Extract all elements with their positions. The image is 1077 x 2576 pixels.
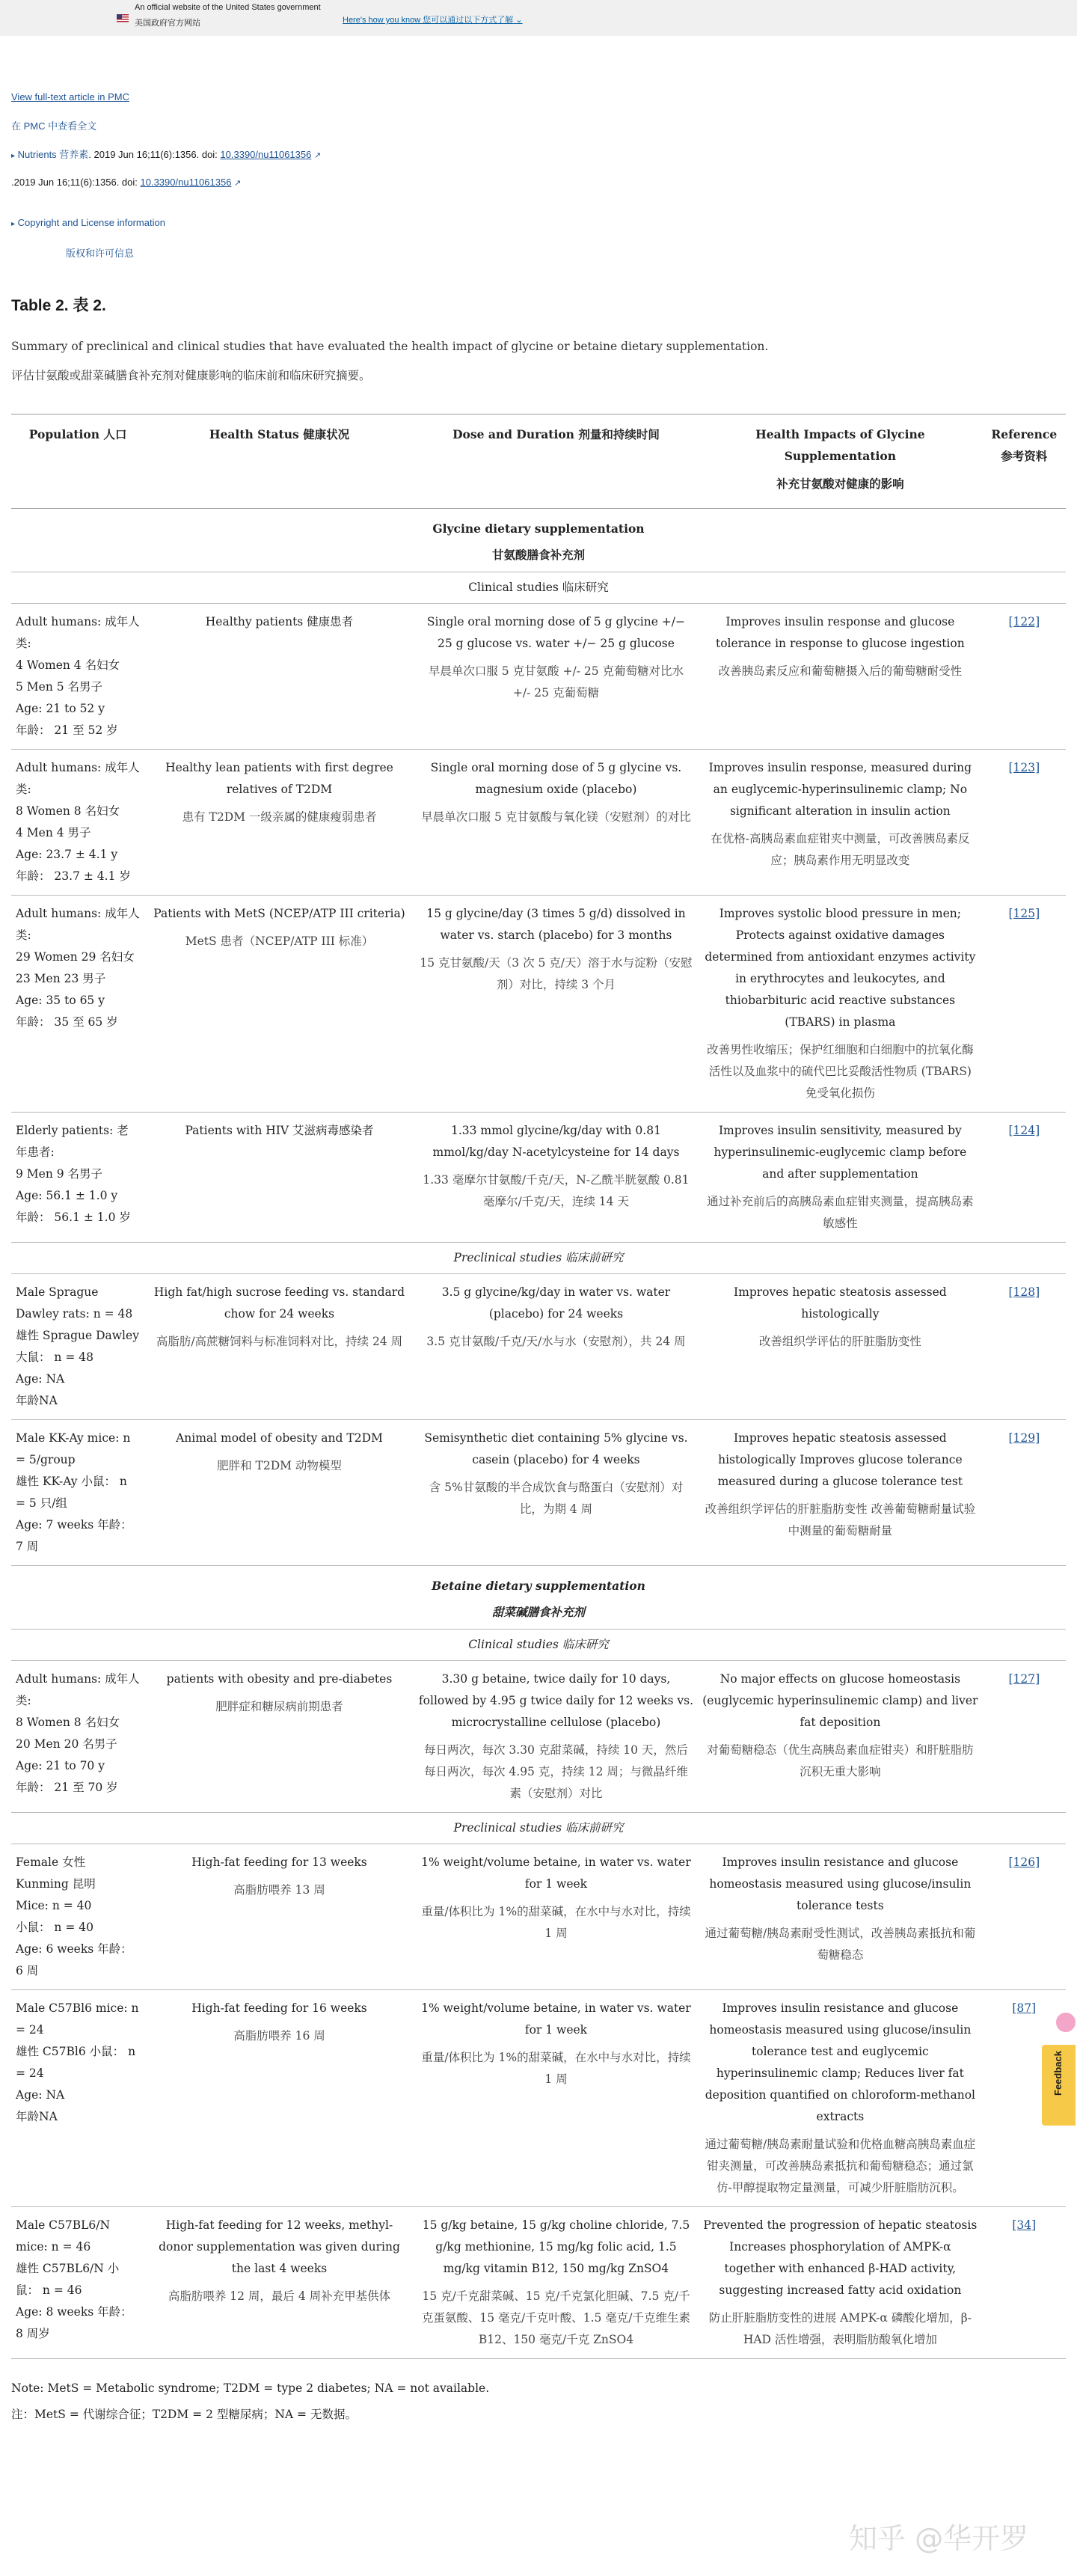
header-dose: Dose and Duration 剂量和持续时间 <box>414 414 698 509</box>
population-line: Male KK-Ay mice: n = 5/group <box>16 1431 131 1466</box>
population-line: 雄性 C57BL6/N 小鼠： n = 46 <box>16 2262 120 2297</box>
population-line: 29 Women 29 名妇女 <box>16 950 135 964</box>
header-health-impacts: Health Impacts of Glycine Supplementation 补充甘氨酸对健康的影响 <box>698 414 982 509</box>
population-line: Elderly patients: 老年患者: <box>16 1124 129 1159</box>
population-line: Age: NA <box>16 2088 65 2102</box>
preclinical-studies-label-row <box>11 1243 1066 1274</box>
official-site-text-zh: 美国政府官方网站 <box>135 19 200 28</box>
cell-dose: 1% weight/volume betaine, in water vs. water for 1 week 重量/体积比为 1%的甜菜碱，在水中与水对比，持续 1 周 <box>414 1844 698 1990</box>
population-line: 年龄NA <box>16 2110 58 2123</box>
table-row <box>11 750 1066 896</box>
cell-health-status: patients with obesity and pre-diabetes 肥胖症和糖尿病前期患者 <box>144 1661 414 1813</box>
preclinical-studies-label-row <box>11 1813 1066 1844</box>
table-row <box>11 2207 1066 2359</box>
studies-table <box>11 414 1066 2359</box>
population-line: Age: 7 weeks 年龄： 7 周 <box>16 1518 132 1553</box>
cell-dose: Semisynthetic diet containing 5% glycine vs. casein (placebo) for 4 weeks 含 5%甘氨酸的半合成饮食与酪蛋白（安慰剂）对比，为期 4 周 <box>414 1420 698 1566</box>
caret-right-icon: ▸ <box>11 220 16 228</box>
table-row <box>11 1420 1066 1566</box>
cell-reference <box>983 1844 1066 1990</box>
population-line: 年龄： 21 至 70 岁 <box>16 1781 118 1794</box>
reference-link[interactable]: [34] <box>1012 2218 1037 2232</box>
population-line: 年龄： 35 至 65 岁 <box>16 1015 118 1029</box>
cell-health-impact: No major effects on glucose homeostasis (euglycemic hyperinsulinemic clamp) and liver fat deposition 对葡萄糖稳态（优生高胰岛素血症钳夹）和肝脏脂肪沉积无重大影响 <box>698 1661 982 1813</box>
preclinical-studies-label: Preclinical studies 临床前研究 <box>11 1813 1066 1844</box>
cell-health-impact: Prevented the progression of hepatic steatosis Increases phosphorylation of AMPK-α together with enhanced β-HAD activity, suggesting increased fatty acid oxidation 防止肝脏脂肪变性的进展 AMPK-α 磷酸化增加，β-HAD 活性增强，表明脂肪酸氧化增加 <box>698 2207 982 2359</box>
population-line: 雄性 C57Bl6 小鼠： n = 24 <box>16 2045 136 2080</box>
cell-reference <box>983 1113 1066 1243</box>
cell-health-status: Patients with HIV 艾滋病毒感染者 <box>144 1113 414 1243</box>
cell-health-impact: Improves systolic blood pressure in men; Protects against oxidative damages determined from antioxidant enzymes activity in erythrocytes and leukocytes, and thiobarbituric acid reactive substances (TBARS) in plasma 改善男性收缩压；保护红细胞和白细胞中的抗氧化酶活性以及血浆中的硫代巴比妥酸活性物质 (TBARS) 免受氧化损伤 <box>698 896 982 1113</box>
cell-population <box>11 2207 144 2359</box>
population-line: Age: 35 to 65 y <box>16 994 105 1007</box>
clinical-studies-label: Clinical studies 临床研究 <box>11 572 1066 604</box>
population-line: Age: 8 weeks 年龄： 8 周岁 <box>16 2305 132 2340</box>
cell-health-impact: Improves insulin response, measured during an euglycemic-hyperinsulinemic clamp; No significant alteration in insulin action 在优格-高胰岛素血症钳夹中测量，可改善胰岛素反应；胰岛素作用无明显改变 <box>698 750 982 896</box>
cell-dose: Single oral morning dose of 5 g glycine vs. magnesium oxide (placebo) 早晨单次口服 5 克甘氨酸与氧化镁（安慰剂）的对比 <box>414 750 698 896</box>
population-line: 23 Men 23 男子 <box>16 972 106 985</box>
population-line: Adult humans: 成年人类: <box>16 761 140 796</box>
reference-link[interactable]: [129] <box>1008 1431 1040 1445</box>
population-line: 8 Women 8 名妇女 <box>16 804 120 818</box>
cell-dose: 1% weight/volume betaine, in water vs. water for 1 week 重量/体积比为 1%的甜菜碱，在水中与水对比，持续 1 周 <box>414 1990 698 2207</box>
cell-dose: 3.30 g betaine, twice daily for 10 days, followed by 4.95 g twice daily for 12 weeks vs. microcrystalline cellulose (placebo) 每日两次，每次 3.30 克甜菜碱，持续 10 天，然后每日两次，每次 4.95 克，持续 12 周；与微晶纤维素（安慰剂）对比 <box>414 1661 698 1813</box>
cell-reference <box>983 896 1066 1113</box>
reference-link[interactable]: [128] <box>1008 1285 1040 1299</box>
cell-dose: 15 g glycine/day (3 times 5 g/d) dissolved in water vs. starch (placebo) for 3 months 15 克甘氨酸/天（3 次 5 克/天）溶于水与淀粉（安慰剂）对比，持续 3 个月 <box>414 896 698 1113</box>
header-health-status: Health Status 健康状况 <box>144 414 414 509</box>
table-header-row <box>11 414 1066 509</box>
glycine-section-heading: Glycine dietary supplementation 甘氨酸膳食补充剂 <box>11 509 1066 572</box>
cell-reference <box>983 1274 1066 1420</box>
population-line: 年龄： 21 至 52 岁 <box>16 723 118 737</box>
population-line: Age: NA <box>16 1372 65 1386</box>
cell-health-impact: Improves insulin resistance and glucose homeostasis measured using glucose/insulin tolerance tests 通过葡萄糖/胰岛素耐受性测试，改善胰岛素抵抗和葡萄糖稳态 <box>698 1844 982 1990</box>
cell-reference <box>983 2207 1066 2359</box>
population-line: Adult humans: 成年人类: <box>16 615 140 650</box>
cell-health-status: Animal model of obesity and T2DM 肥胖和 T2DM 动物模型 <box>144 1420 414 1566</box>
population-line: Age: 23.7 ± 4.1 y <box>16 848 118 861</box>
cell-health-impact: Improves insulin resistance and glucose homeostasis measured using glucose/insulin tolerance test and euglycemic hyperinsulinemic clamp; Reduces liver fat deposition quantified on chloroform-methanol extracts 通过葡萄糖/胰岛素耐量试验和优格血糖高胰岛素血症钳夹测量，可改善胰岛素抵抗和葡萄糖稳态；通过氯仿-甲醇提取物定量测量，可减少肝脏脂肪沉积。 <box>698 1990 982 2207</box>
table-notes <box>11 2381 489 2422</box>
reference-link[interactable]: [125] <box>1008 907 1040 920</box>
population-line: Male C57BL6/N mice: n = 46 <box>16 2218 111 2254</box>
population-line: 小鼠： n = 40 <box>16 1921 93 1934</box>
table-row <box>11 1844 1066 1990</box>
reference-link[interactable]: [127] <box>1008 1672 1040 1686</box>
cell-health-impact: Improves insulin response and glucose tolerance in response to glucose ingestion 改善胰岛素反应和葡萄糖摄入后的葡萄糖耐受性 <box>698 604 982 750</box>
population-line: 5 Men 5 名男子 <box>16 680 103 694</box>
population-line: 年龄NA <box>16 1394 58 1407</box>
betaine-section-heading-row <box>11 1566 1066 1630</box>
cell-health-impact: Improves hepatic steatosis assessed histologically 改善组织学评估的肝脏脂肪变性 <box>698 1274 982 1420</box>
heres-how-you-know-link[interactable]: Here's how you know 您可以通过以下方式了解 ⌄ <box>343 16 523 25</box>
header-reference: Reference 参考资料 <box>983 414 1066 509</box>
cell-population <box>11 1990 144 2207</box>
cell-population <box>11 1844 144 1990</box>
copyright-link-zh[interactable]: 版权和许可信息 <box>66 248 135 259</box>
cell-health-status: High-fat feeding for 13 weeks 高脂肪喂养 13 周 <box>144 1844 414 1990</box>
population-line: 9 Men 9 名男子 <box>16 1167 103 1181</box>
cell-population <box>11 1113 144 1243</box>
cell-population <box>11 1274 144 1420</box>
feedback-button[interactable]: Feedback <box>1042 2045 1076 2126</box>
table-row <box>11 896 1066 1113</box>
table-row <box>11 1990 1066 2207</box>
population-line: 雄性 Sprague Dawley 大鼠： n = 48 <box>16 1329 139 1364</box>
reference-link[interactable]: [122] <box>1008 615 1040 628</box>
cell-population <box>11 750 144 896</box>
population-line: Age: 6 weeks 年龄： 6 周 <box>16 1942 132 1977</box>
journal-link[interactable]: Nutrients 营养素 <box>17 149 89 160</box>
note-en: Note: MetS = Metabolic syndrome; T2DM = type 2 diabetes; NA = not available. <box>11 2381 490 2395</box>
cell-population <box>11 604 144 750</box>
population-line: Age: 21 to 70 y <box>16 1759 105 1772</box>
clinical-studies-label-row <box>11 1630 1066 1661</box>
reference-link[interactable]: [87] <box>1012 2001 1037 2015</box>
table-row <box>11 1113 1066 1243</box>
table-row <box>11 604 1066 750</box>
cell-population <box>11 1420 144 1566</box>
population-line: Male C57Bl6 mice: n = 24 <box>16 2001 139 2037</box>
doi-link[interactable]: 10.3390/nu11061356 <box>220 149 312 160</box>
official-site-text: An official website of the United States government <box>135 3 321 12</box>
cell-health-status: High fat/high sucrose feeding vs. standard chow for 24 weeks 高脂肪/高蔗糖饲料与标准饲料对比，持续 24 周 <box>144 1274 414 1420</box>
cell-health-status: Patients with MetS (NCEP/ATP III criteria) MetS 患者（NCEP/ATP III 标准） <box>144 896 414 1113</box>
reference-link[interactable]: [123] <box>1008 761 1040 774</box>
population-line: 年龄： 23.7 ± 4.1 岁 <box>16 869 131 883</box>
table-title: Table 2. 表 2. <box>11 297 106 314</box>
population-line: Mice: n = 40 <box>16 1899 92 1912</box>
population-line: 4 Women 4 名妇女 <box>16 658 120 672</box>
floating-assistant-icon[interactable] <box>1055 2011 1077 2034</box>
table-summary: Summary of preclinical and clinical studies that have evaluated the health impact of glycine or betaine dietary supplementation. <box>11 340 769 353</box>
population-line: Male Sprague Dawley rats: n = 48 <box>16 1285 133 1321</box>
clinical-studies-label-row <box>11 572 1066 604</box>
population-line: 年龄： 56.1 ± 1.0 岁 <box>16 1211 131 1224</box>
cell-health-impact: Improves hepatic steatosis assessed histologically Improves glucose tolerance measured during a glucose tolerance test 改善组织学评估的肝脏脂肪变性 改善葡萄糖耐量试验中测量的葡萄糖耐量 <box>698 1420 982 1566</box>
population-line: Kunming 昆明 <box>16 1877 96 1891</box>
cell-population <box>11 1661 144 1813</box>
us-flag-icon <box>117 14 129 22</box>
population-line: Adult humans: 成年人类: <box>16 1672 140 1707</box>
table-row <box>11 1661 1066 1813</box>
external-link-icon: ↗ <box>234 179 242 188</box>
reference-link[interactable]: [126] <box>1008 1855 1040 1869</box>
chevron-down-icon: ⌄ <box>515 16 523 25</box>
watermark-text: 知乎 @华开罗 <box>849 2522 1029 2555</box>
population-line: 8 Women 8 名妇女 <box>16 1716 120 1729</box>
cell-health-impact: Improves insulin sensitivity, measured by hyperinsulinemic-euglycemic clamp before and after supplementation 通过补充前后的高胰岛素血症钳夹测量，提高胰岛素敏感性 <box>698 1113 982 1243</box>
cell-population <box>11 896 144 1113</box>
view-full-text-link[interactable]: View full-text article in PMC <box>11 91 129 103</box>
clinical-studies-label: Clinical studies 临床研究 <box>11 1630 1066 1661</box>
cell-health-status: High-fat feeding for 16 weeks 高脂肪喂养 16 周 <box>144 1990 414 2207</box>
cell-dose: Single oral morning dose of 5 g glycine +/− 25 g glucose vs. water +/− 25 g glucose 早晨单次口服 5 克甘氨酸 +/- 25 克葡萄糖对比水 +/- 25 克葡萄糖 <box>414 604 698 750</box>
population-line: Female 女性 <box>16 1855 86 1869</box>
caret-right-icon: ▸ <box>11 152 16 160</box>
population-line: 20 Men 20 名男子 <box>16 1737 117 1751</box>
cell-reference <box>983 1661 1066 1813</box>
preclinical-studies-label: Preclinical studies 临床前研究 <box>11 1243 1066 1274</box>
cell-dose: 3.5 g glycine/kg/day in water vs. water (placebo) for 24 weeks 3.5 克甘氨酸/千克/天/水与水（安慰剂），共 24 周 <box>414 1274 698 1420</box>
population-line: Adult humans: 成年人类: <box>16 907 140 942</box>
cell-dose: 15 g/kg betaine, 15 g/kg choline chloride, 7.5 g/kg methionine, 15 mg/kg folic acid, 1.5 mg/kg vitamin B12, 150 mg/kg ZnSO4 15 克/千克甜菜碱、15 克/千克氯化胆碱、7.5 克/千克蛋氨酸、15 毫克/千克叶酸、1.5 毫克/千克维生素 B12、150 毫克/千克 ZnSO4 <box>414 2207 698 2359</box>
note-zh: 注：MetS = 代谢综合征；T2DM = 2 型糖尿病；NA = 无数据。 <box>11 2408 357 2421</box>
cell-health-status: Healthy lean patients with first degree relatives of T2DM 患有 T2DM 一级亲属的健康瘦弱患者 <box>144 750 414 896</box>
view-full-text-link-zh[interactable]: 在 PMC 中查看全文 <box>11 120 97 132</box>
header-population: Population 人口 <box>11 414 144 509</box>
reference-link[interactable]: [124] <box>1008 1124 1040 1137</box>
cell-reference <box>983 750 1066 896</box>
glycine-section-heading-row <box>11 509 1066 572</box>
cell-health-status: Healthy patients 健康患者 <box>144 604 414 750</box>
table-row <box>11 1274 1066 1420</box>
cell-health-status: High-fat feeding for 12 weeks, methyl-donor supplementation was given during the last 4 weeks 高脂肪喂养 12 周，最后 4 周补充甲基供体 <box>144 2207 414 2359</box>
population-line: Age: 21 to 52 y <box>16 702 105 715</box>
population-line: Age: 56.1 ± 1.0 y <box>16 1189 118 1202</box>
external-link-icon: ↗ <box>313 151 322 160</box>
table-summary-zh: 评估甘氨酸或甜菜碱膳食补充剂对健康影响的临床前和临床研究摘要。 <box>11 369 371 382</box>
copyright-link[interactable]: Copyright and License information <box>17 217 165 228</box>
cell-reference <box>983 1420 1066 1566</box>
population-line: 4 Men 4 男子 <box>16 826 91 839</box>
citation-line-2: .2019 Jun 16;11(6):1356. doi: 10.3390/nu11061356 ↗ <box>11 177 242 188</box>
cell-reference <box>983 604 1066 750</box>
population-line: 雄性 KK-Ay 小鼠： n = 5 只/组 <box>16 1475 127 1510</box>
betaine-section-heading: Betaine dietary supplementation 甜菜碱膳食补充剂 <box>11 1566 1066 1630</box>
doi-link-2[interactable]: 10.3390/nu11061356 <box>140 177 232 188</box>
gov-banner <box>0 0 1077 36</box>
cell-dose: 1.33 mmol glycine/kg/day with 0.81 mmol/kg/day N-acetylcysteine for 14 days 1.33 毫摩尔甘氨酸/千克/天，N-乙酰半胱氨酸 0.81 毫摩尔/千克/天，连续 14 天 <box>414 1113 698 1243</box>
copyright-line[interactable] <box>11 217 165 228</box>
citation-line: ▸ Nutrients 营养素. 2019 Jun 16;11(6):1356. doi: 10.3390/nu11061356 ↗ <box>11 149 322 160</box>
